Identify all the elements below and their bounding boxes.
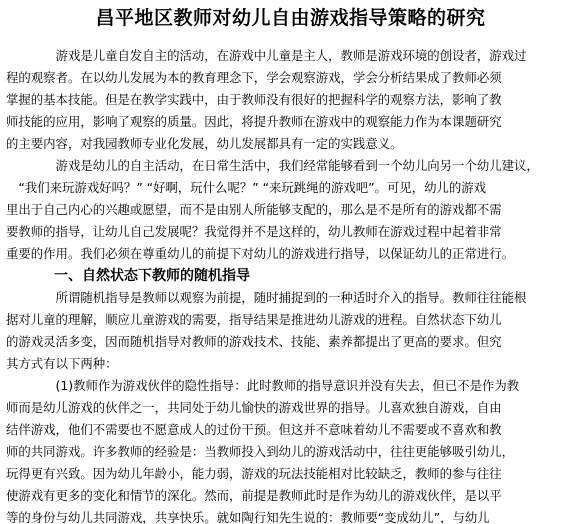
paragraph-line: 师而是幼儿游戏的伙伴之一，共同处于幼儿愉快的游戏世界的指导。儿喜欢独自游戏，自由 (6, 400, 502, 415)
paragraph-line: 的游戏灵活多变，因而随机指导对教师的游戏技术、技能、素养都提出了更高的要求。但究 (6, 334, 502, 349)
paragraph-line: 程的观察者。在以幼儿发展为本的教育理念下，学会观察游戏，学会分析结果成了教师必须 (6, 70, 502, 85)
paragraph-line: 师的共同游戏。许多教师的经验是：当教师投入到幼儿的游戏活动中，往往更能够吸引幼儿， (6, 444, 515, 459)
paragraph-line: “我们来玩游戏好吗？” “好啊，玩什么呢？” “来玩跳绳的游戏吧”。可见，幼儿的游戏 (6, 180, 487, 195)
paragraph-line: 等的身份与幼儿共同游戏，共享快乐。就如陶行知先生说的：教师要“变成幼儿”，与幼儿 (6, 510, 490, 524)
paragraph-line: 要教师的指导，让幼儿自己发展呢？我觉得并不是这样的，幼儿教师在游戏过程中起着非常 (6, 224, 502, 239)
paragraph-line: 据对儿童的理解，顺应儿童游戏的需要，指导结果是推进幼儿游戏的进程。自然状态下幼儿 (6, 312, 502, 327)
section-heading: 一、自然状态下教师的随机指导 (54, 268, 250, 284)
paragraph-line: 使游戏有更多的变化和情节的深化。然而，前提是教师此时是作为幼儿的游戏伙伴，是以平 (6, 488, 502, 503)
paragraph-line: 师技能的应用，影响了观察的质量。因此，将提升教师在游戏中的观察能力作为本课题研究 (6, 114, 502, 129)
paragraph-line: 玩得更有兴致。因为幼儿年龄小，能力弱，游戏的玩法技能相对比较缺乏，教师的参与往往 (6, 466, 502, 481)
paragraph-line: 其方式有以下两种： (6, 356, 118, 371)
paragraph-line: 掌握的基本技能。但是在教学实践中，由于教师没有很好的把握科学的观察方法，影响了教 (6, 92, 502, 107)
paragraph-line: 重要的作用。我们必须在尊重幼儿的前提下对幼儿的游戏进行指导，以保证幼儿的正常进行。 (6, 246, 515, 261)
paragraph-line: (1)教师作为游戏伙伴的隐性指导：此时教师的指导意识并没有失去，但已不是作为教 (6, 378, 520, 393)
paragraph-line: 所谓随机指导是教师以观察为前提，随时捕捉到的一种适时介入的指导。教师往往能根 (6, 290, 527, 305)
paragraph-line: 的主要内容，对我园教师专业化发展，幼儿发展都具有一定的实践意义。 (6, 136, 403, 151)
paragraph-line: 游戏是幼儿的自主活动，在日常生活中，我们经常能够看到一个幼儿向另一个幼儿建议， (6, 158, 539, 173)
paragraph-line: 结伴游戏，他们不需要也不愿意成人的过份干预。但这并不意味着幼儿不需要或不喜欢和教 (6, 422, 502, 437)
paragraph-line: 里出于自己内心的兴趣或愿望，而不是由别人所能够支配的，那么是不是所有的游戏都不需 (6, 202, 502, 217)
document-title: 昌平地区教师对幼儿自由游戏指导策略的研究 (95, 7, 486, 29)
paragraph-line: 游戏是儿童自发自主的活动，在游戏中儿童是主人，教师是游戏环境的创设者，游戏过 (6, 48, 527, 63)
